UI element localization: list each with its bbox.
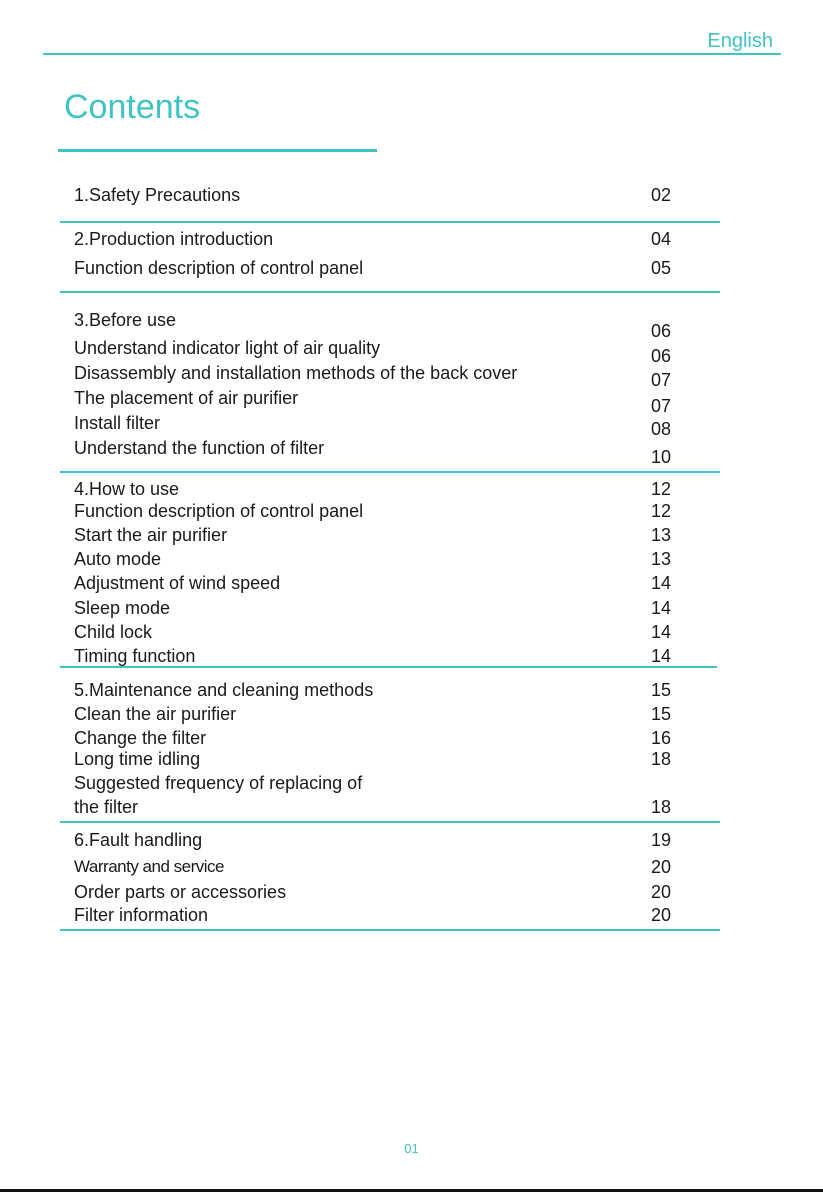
- toc-entry: the filter: [74, 797, 139, 817]
- toc-entry: Install filter: [74, 413, 161, 433]
- title-underline: [58, 149, 377, 152]
- toc-entry: The placement of air purifier: [74, 388, 299, 408]
- toc-entry: Sleep mode: [74, 598, 171, 618]
- toc-entry: 2.Production introduction: [74, 229, 274, 249]
- toc-entry: Auto mode: [74, 549, 162, 569]
- toc-entry: Clean the air purifier: [74, 704, 237, 724]
- toc-page: 18: [651, 797, 672, 817]
- toc-page: 07: [651, 370, 672, 390]
- toc-page: 12: [651, 501, 672, 521]
- toc-page: 14: [651, 646, 672, 666]
- toc-page: 20: [651, 857, 672, 877]
- toc-entry: Change the filter: [74, 728, 207, 748]
- toc-page: 20: [651, 905, 672, 925]
- toc-page: 19: [651, 830, 672, 850]
- toc-entry: 1.Safety Precautions: [74, 185, 241, 205]
- toc-page: 18: [651, 749, 672, 769]
- toc-entry: Warranty and service: [74, 857, 224, 876]
- toc-page: 07: [651, 396, 672, 416]
- toc-page: 08: [651, 419, 672, 439]
- toc-entry: 6.Fault handling: [74, 830, 203, 850]
- toc-page: 06: [651, 321, 672, 341]
- page-number: 01: [404, 1141, 419, 1156]
- header-rule: [43, 53, 781, 55]
- toc-page: 10: [651, 447, 672, 467]
- toc-page: 04: [651, 229, 672, 249]
- toc-page: 14: [651, 598, 672, 618]
- toc-page: 12: [651, 479, 672, 499]
- toc-entry: Timing function: [74, 646, 196, 666]
- toc-entry: Adjustment of wind speed: [74, 573, 281, 593]
- toc-entry: Start the air purifier: [74, 525, 228, 545]
- toc-entry: Function description of control panel: [74, 258, 364, 278]
- toc-entry: Order parts or accessories: [74, 882, 287, 902]
- toc-page: 02: [651, 185, 672, 205]
- toc-entry: Suggested frequency of replacing of: [74, 773, 363, 793]
- section-divider: [60, 666, 717, 668]
- toc-entry: Child lock: [74, 622, 153, 642]
- toc-entry: Understand indicator light of air quality: [74, 338, 381, 358]
- language-label: English: [707, 30, 773, 52]
- toc-page: 14: [651, 622, 672, 642]
- toc-entry: Disassembly and installation methods of the back cover: [74, 363, 518, 383]
- toc-page: 13: [651, 549, 672, 569]
- toc-page: 15: [651, 680, 672, 700]
- toc-entry: 4.How to use: [74, 479, 180, 499]
- toc-page: 13: [651, 525, 672, 545]
- toc-page: 15: [651, 704, 672, 724]
- section-divider: [60, 221, 720, 223]
- toc-page: 20: [651, 882, 672, 902]
- toc-entry: 3.Before use: [74, 310, 177, 330]
- toc-entry: 5.Maintenance and cleaning methods: [74, 680, 374, 700]
- toc-entry: Long time idling: [74, 749, 201, 769]
- section-divider: [60, 821, 720, 823]
- toc-page: 06: [651, 346, 672, 366]
- toc-page: 16: [651, 728, 672, 748]
- page-title: Contents: [64, 88, 201, 126]
- section-divider: [60, 929, 720, 931]
- section-divider: [60, 291, 720, 293]
- toc-entry: Understand the function of filter: [74, 438, 325, 458]
- toc-page: 14: [651, 573, 672, 593]
- toc-entry: Filter information: [74, 905, 209, 925]
- toc-page: 05: [651, 258, 672, 278]
- toc-entry: Function description of control panel: [74, 501, 364, 521]
- section-divider: [60, 471, 720, 473]
